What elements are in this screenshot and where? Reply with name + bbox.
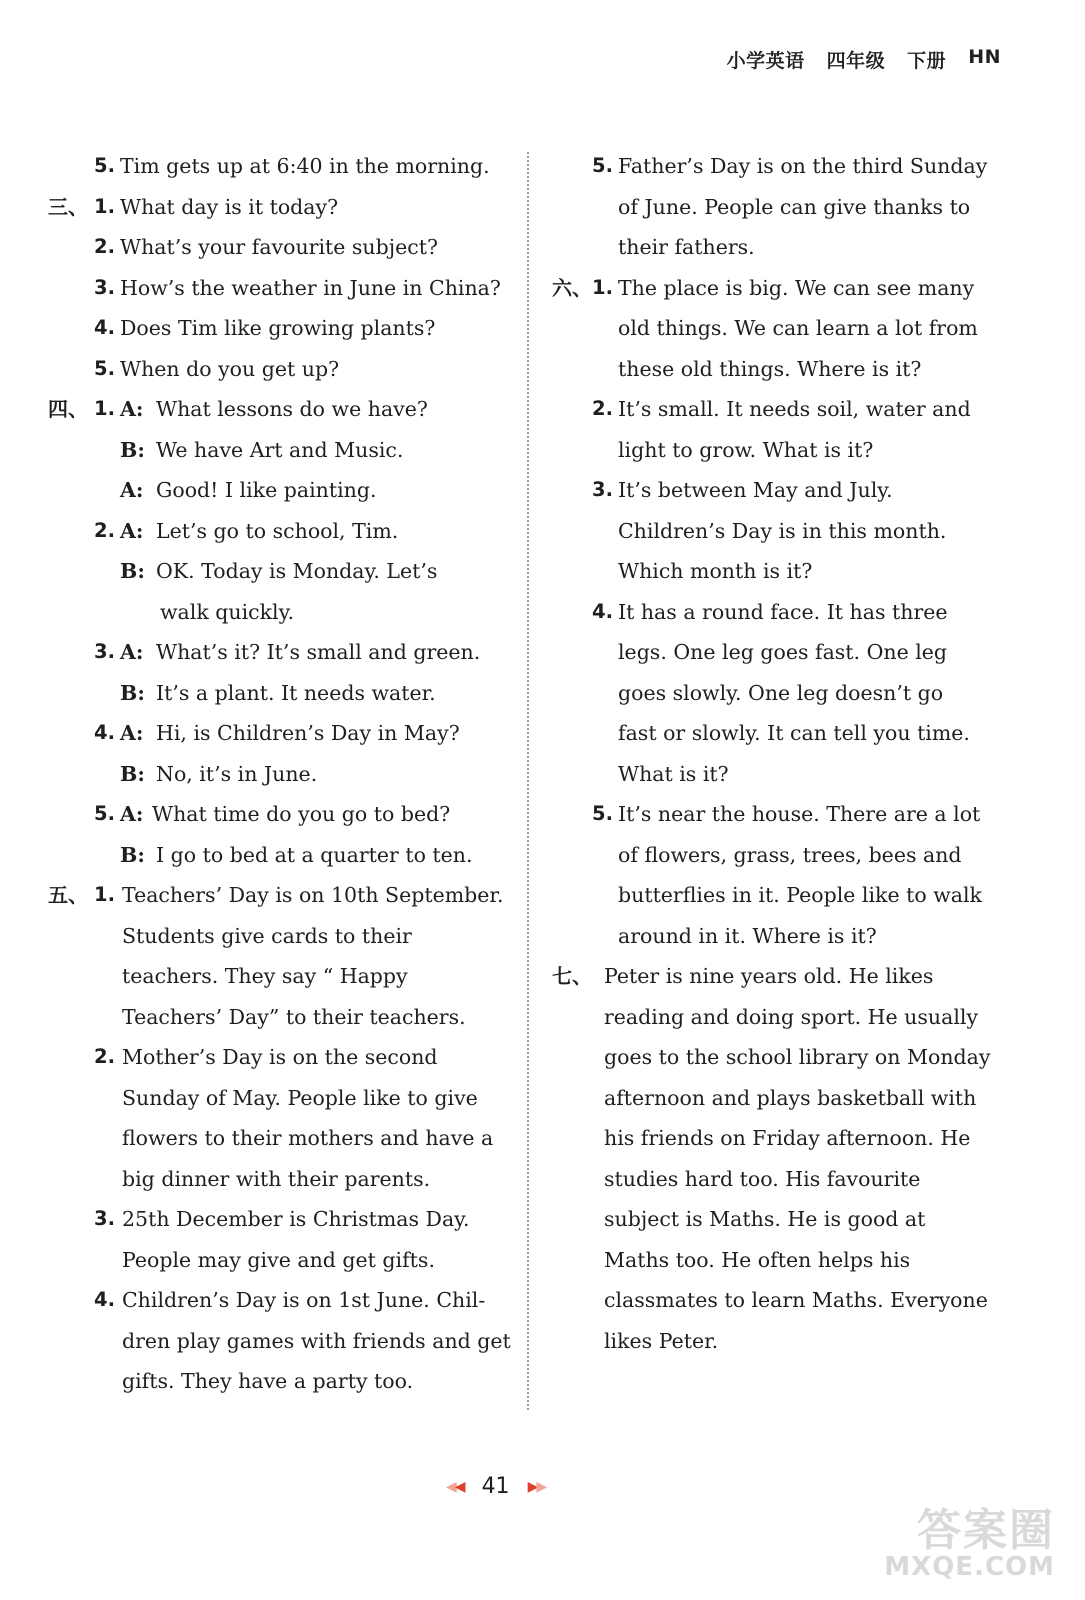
passage-text: subject is Maths. He is good at [604, 1207, 926, 1231]
section-label-6: 六、 [552, 275, 592, 300]
answer-text: Children’s Day is in this month. [618, 518, 947, 543]
item-number: 2. [94, 518, 115, 542]
answer-line [552, 187, 1004, 228]
dialogue-line [48, 551, 498, 592]
passage-line [552, 997, 1004, 1038]
dialogue-line [48, 632, 498, 673]
item-number: 3. [94, 275, 115, 299]
passage-text: Peter is nine years old. He likes [604, 964, 934, 988]
watermark-logo: 答案圈 [917, 1505, 1055, 1556]
answer-text: Father’s Day is on the third Sunday [618, 154, 988, 178]
dialogue-text: What time do you go to bed? [152, 802, 451, 826]
item-number: 2. [592, 397, 613, 420]
answer-text: of flowers, grass, trees, bees and [618, 842, 962, 867]
answer-line [552, 268, 1004, 309]
dialogue-text: I go to bed at a quarter to ten. [156, 842, 473, 867]
answer-line [552, 632, 1004, 673]
dialogue-line [48, 673, 498, 714]
answer-text: goes slowly. One leg doesn’t go [618, 680, 944, 705]
answer-text: Teachers’ Day is on 10th September. [122, 883, 504, 907]
dialogue-line [48, 713, 498, 754]
speaker-label: A: [120, 721, 144, 745]
passage-line [552, 1037, 1004, 1078]
answer-line [48, 1240, 498, 1281]
dialogue-line [48, 592, 498, 633]
dialogue-text: OK. Today is Monday. Let’s [156, 559, 438, 583]
passage-text: classmates to learn Maths. Everyone [604, 1288, 988, 1312]
answer-text: their fathers. [618, 235, 755, 259]
passage-line [552, 1280, 1004, 1321]
passage-text: his friends on Friday afternoon. He [604, 1126, 971, 1150]
dialogue-text: No, it’s in June. [156, 761, 318, 786]
answer-text: gifts. They have a party too. [122, 1369, 414, 1393]
item-number: 4. [592, 599, 613, 623]
item-number: 3. [94, 640, 115, 663]
section-label-4: 四、 [48, 397, 88, 421]
section-label-7: 七、 [552, 964, 592, 988]
item-number: 5. [94, 802, 115, 825]
section-label-5: 五、 [48, 883, 88, 907]
answer-text: How’s the weather in June in China? [120, 275, 501, 300]
item-number: 5. [592, 802, 613, 825]
section-label-3: 三、 [48, 194, 88, 219]
answer-text: When do you get up? [120, 356, 340, 381]
answer-line [48, 1078, 498, 1119]
speaker-label: B: [120, 437, 145, 462]
dialogue-line [48, 430, 498, 471]
answer-line [552, 835, 1004, 876]
answer-line [552, 551, 1004, 592]
answer-line [552, 349, 1004, 390]
page-number: 41 [481, 1474, 510, 1499]
answer-text: of June. People can give thanks to [618, 194, 971, 219]
answer-line [552, 511, 1004, 552]
speaker-label: A: [120, 640, 144, 664]
header-volume: 下册 [907, 50, 947, 72]
answer-line [48, 997, 498, 1038]
answer-text: It’s between May and July. [618, 478, 893, 502]
answer-text: Sunday of May. People like to give [122, 1085, 478, 1110]
dialogue-text: We have Art and Music. [156, 437, 404, 462]
answer-line [48, 1037, 498, 1078]
answer-line [48, 349, 498, 390]
speaker-label: B: [120, 761, 145, 786]
passage-line [552, 1159, 1004, 1200]
answer-text: It has a round face. It has three [618, 599, 948, 624]
passage-line [552, 1078, 1004, 1119]
answer-text: old things. We can learn a lot from [618, 316, 978, 340]
answer-text: flowers to their mothers and have a [122, 1126, 494, 1150]
answer-text: legs. One leg goes fast. One leg [618, 640, 948, 664]
dialogue-text: walk quickly. [160, 599, 294, 624]
answer-text: Teachers’ Day” to their teachers. [122, 1004, 466, 1029]
passage-text: studies hard too. His favourite [604, 1166, 921, 1191]
answer-line [48, 227, 498, 268]
answer-line [552, 146, 1004, 187]
passage-text: goes to the school library on Monday [604, 1045, 991, 1069]
item-number: 1. [94, 194, 115, 218]
dialogue-line [48, 389, 498, 430]
answer-line [552, 592, 1004, 633]
speaker-label: B: [120, 559, 145, 583]
passage-line [552, 1240, 1004, 1281]
passage-line [552, 956, 1004, 997]
answer-text: fast or slowly. It can tell you time. [618, 721, 970, 745]
item-number: 2. [94, 1045, 115, 1068]
answer-text: 25th December is Christmas Day. [122, 1207, 470, 1231]
answer-line [552, 389, 1004, 430]
page-header [727, 46, 1001, 73]
answer-text: What is it? [618, 761, 729, 786]
header-subject: 小学英语 [726, 50, 805, 72]
speaker-label: B: [120, 842, 145, 867]
answer-line [552, 430, 1004, 471]
answer-line [48, 146, 498, 187]
item-number: 1. [94, 883, 115, 906]
answer-line [552, 794, 1004, 835]
header-edition: HN [968, 46, 1001, 68]
answer-line [552, 713, 1004, 754]
dialogue-line [48, 470, 498, 511]
item-number: 5. [592, 154, 613, 177]
answer-line [48, 1118, 498, 1159]
dialogue-text: What’s it? It’s small and green. [156, 640, 481, 664]
item-number: 4. [94, 1288, 115, 1311]
answer-text: What’s your favourite subject? [120, 235, 438, 259]
answer-text: around in it. Where is it? [618, 923, 877, 948]
answer-text: It’s small. It needs soil, water and [618, 397, 971, 421]
speaker-label: B: [120, 680, 145, 705]
item-number: 5. [94, 356, 115, 380]
answer-text: Children’s Day is on 1st June. Chil- [122, 1288, 486, 1312]
answer-line [48, 268, 501, 309]
item-number: 2. [94, 235, 115, 258]
answer-text: light to grow. What is it? [618, 437, 874, 462]
watermark [884, 1494, 1055, 1582]
answer-line [48, 1321, 511, 1362]
answer-line [48, 308, 498, 349]
answer-text: big dinner with their parents. [122, 1166, 431, 1191]
dialogue-text: Hi, is Children’s Day in May? [156, 721, 460, 745]
item-number: 1. [94, 397, 115, 420]
dialogue-line [48, 511, 498, 552]
page-footer [446, 1474, 545, 1499]
dialogue-line [48, 754, 498, 795]
answer-line [552, 470, 1004, 511]
column-divider [527, 152, 529, 1410]
right-column [552, 146, 1004, 1361]
answer-line [552, 673, 1004, 714]
passage-text: reading and doing sport. He usually [604, 1004, 979, 1029]
answer-line [552, 754, 1004, 795]
dialogue-line [48, 794, 498, 835]
item-number: 4. [94, 316, 115, 339]
item-number: 3. [592, 478, 613, 501]
answer-line [48, 1199, 498, 1240]
dialogue-text: Let’s go to school, Tim. [156, 518, 399, 543]
dialogue-text: It’s a plant. It needs water. [156, 680, 436, 705]
answer-line [48, 1361, 498, 1402]
answer-line [48, 187, 498, 228]
item-number: 5. [94, 154, 115, 177]
speaker-label: A: [120, 478, 144, 502]
answer-line [552, 308, 1004, 349]
item-number: 1. [592, 275, 613, 299]
answer-text: dren play games with friends and get [122, 1328, 511, 1353]
passage-text: Maths too. He often helps his [604, 1247, 911, 1272]
passage-line [552, 1118, 1004, 1159]
speaker-label: A: [120, 397, 144, 421]
item-number: 3. [94, 1207, 115, 1230]
dialogue-text: Good! I like painting. [156, 478, 377, 502]
answer-text: What day is it today? [120, 194, 339, 219]
double-right-arrow-icon[interactable]: ▶▶ [527, 1478, 546, 1495]
passage-text: likes Peter. [604, 1328, 719, 1353]
answer-line [48, 956, 498, 997]
dialogue-text: What lessons do we have? [156, 397, 428, 421]
watermark-site: MXQE.COM [884, 1552, 1055, 1582]
answer-line [552, 916, 1004, 957]
answer-text: Tim gets up at 6:40 in the morning. [120, 154, 490, 178]
answer-text: People may give and get gifts. [122, 1247, 435, 1272]
answer-text: The place is big. We can see many [618, 275, 975, 300]
passage-line [552, 1199, 1004, 1240]
double-left-arrow-icon[interactable]: ◀◀ [446, 1478, 464, 1495]
speaker-label: A: [120, 802, 144, 826]
speaker-label: A: [120, 518, 144, 543]
answer-line [48, 1159, 498, 1200]
answer-text: butterflies in it. People like to walk [618, 883, 982, 907]
left-column [48, 146, 511, 1402]
answer-line [48, 916, 498, 957]
answer-line [48, 875, 504, 916]
dialogue-line [48, 835, 498, 876]
answer-text: Does Tim like growing plants? [120, 316, 436, 340]
passage-line [552, 1321, 1004, 1362]
answer-line [552, 875, 1004, 916]
answer-text: It’s near the house. There are a lot [618, 802, 981, 826]
answer-text: teachers. They say “ Happy [122, 964, 408, 988]
answer-text: Students give cards to their [122, 923, 412, 948]
answer-line [48, 1280, 498, 1321]
answer-text: these old things. Where is it? [618, 356, 922, 381]
answer-text: Mother’s Day is on the second [122, 1045, 438, 1069]
passage-text: afternoon and plays basketball with [604, 1085, 977, 1110]
item-number: 4. [94, 721, 115, 744]
answer-text: Which month is it? [618, 559, 813, 583]
header-grade: 四年级 [826, 50, 886, 72]
answer-line [552, 227, 1004, 268]
